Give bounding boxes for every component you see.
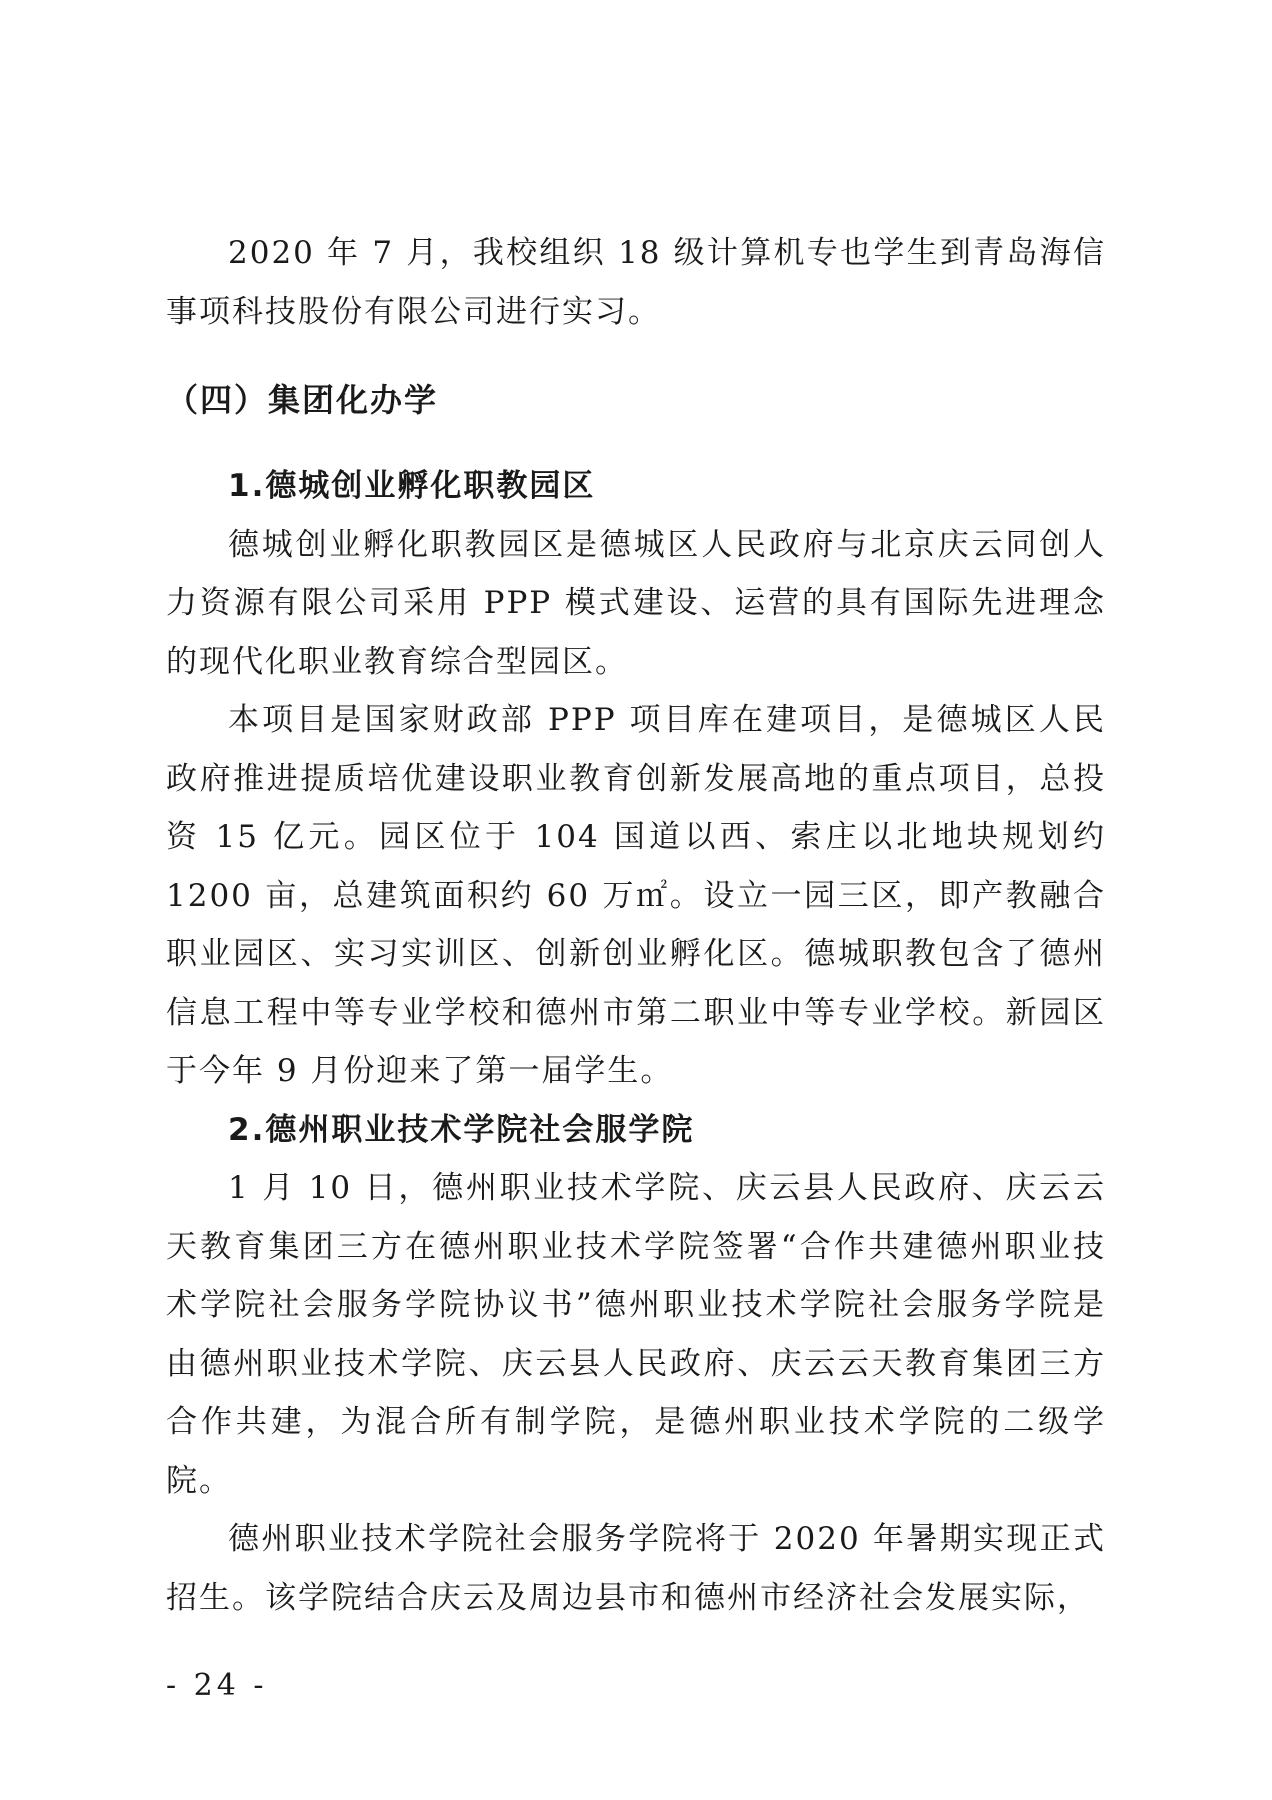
page-body bbox=[166, 224, 1106, 1627]
paragraph-park-intro: 德城创业孵化职教园区是德城区人民政府与北京庆云同创人力资源有限公司采用 PPP 模式建设、运营的具有国际先进理念的现代化职业教育综合型园区。 bbox=[166, 526, 1106, 680]
paragraph-college-enrollment: 德州职业技术学院社会服务学院将于 2020 年暑期实现正式招生。该学院结合庆云及周边县市和德州市经济社会发展实际， bbox=[166, 1521, 1106, 1616]
subheading-social-service-college: 2.德州职业技术学院社会服学院 bbox=[228, 1111, 695, 1148]
paragraph-internship: 2020 年 7 月，我校组织 18 级计算机专也学生到青岛海信事项科技股份有限公司进行实习。 bbox=[166, 235, 1106, 330]
subheading-decheng-park: 1.德城创业孵化职教园区 bbox=[228, 468, 596, 504]
page-number: - 24 - bbox=[166, 1668, 268, 1703]
paragraph-park-project: 本项目是国家财政部 PPP 项目库在建项目，是德城区人民政府推进提质培优建设职业教育创新发展高地的重点项目，总投资 15 亿元。园区位于 104 国道以西、索庄以北地块规划约 1200 亩，总建筑面积约 60 万㎡。设立一园三区，即产教融合职业园区、实习实训区、创新创业孵化区。德城职教包含了德州信息工程中等专业学校和德州市第二职业中等专业学校。新园区于今年 9 月份迎来了第一届学生。 bbox=[166, 702, 1106, 1089]
section-heading-group-schooling: （四）集团化办学 bbox=[166, 381, 439, 419]
paragraph-college-agreement: 1 月 10 日，德州职业技术学院、庆云县人民政府、庆云云天教育集团三方在德州职业技术学院签署“合作共建德州职业技术学院社会服务学院协议书”德州职业技术学院社会服务学院是由德州职业技术学院、庆云县人民政府、庆云云天教育集团三方合作共建，为混合所有制学院，是德州职业技术学院的二级学院。 bbox=[166, 1170, 1106, 1499]
